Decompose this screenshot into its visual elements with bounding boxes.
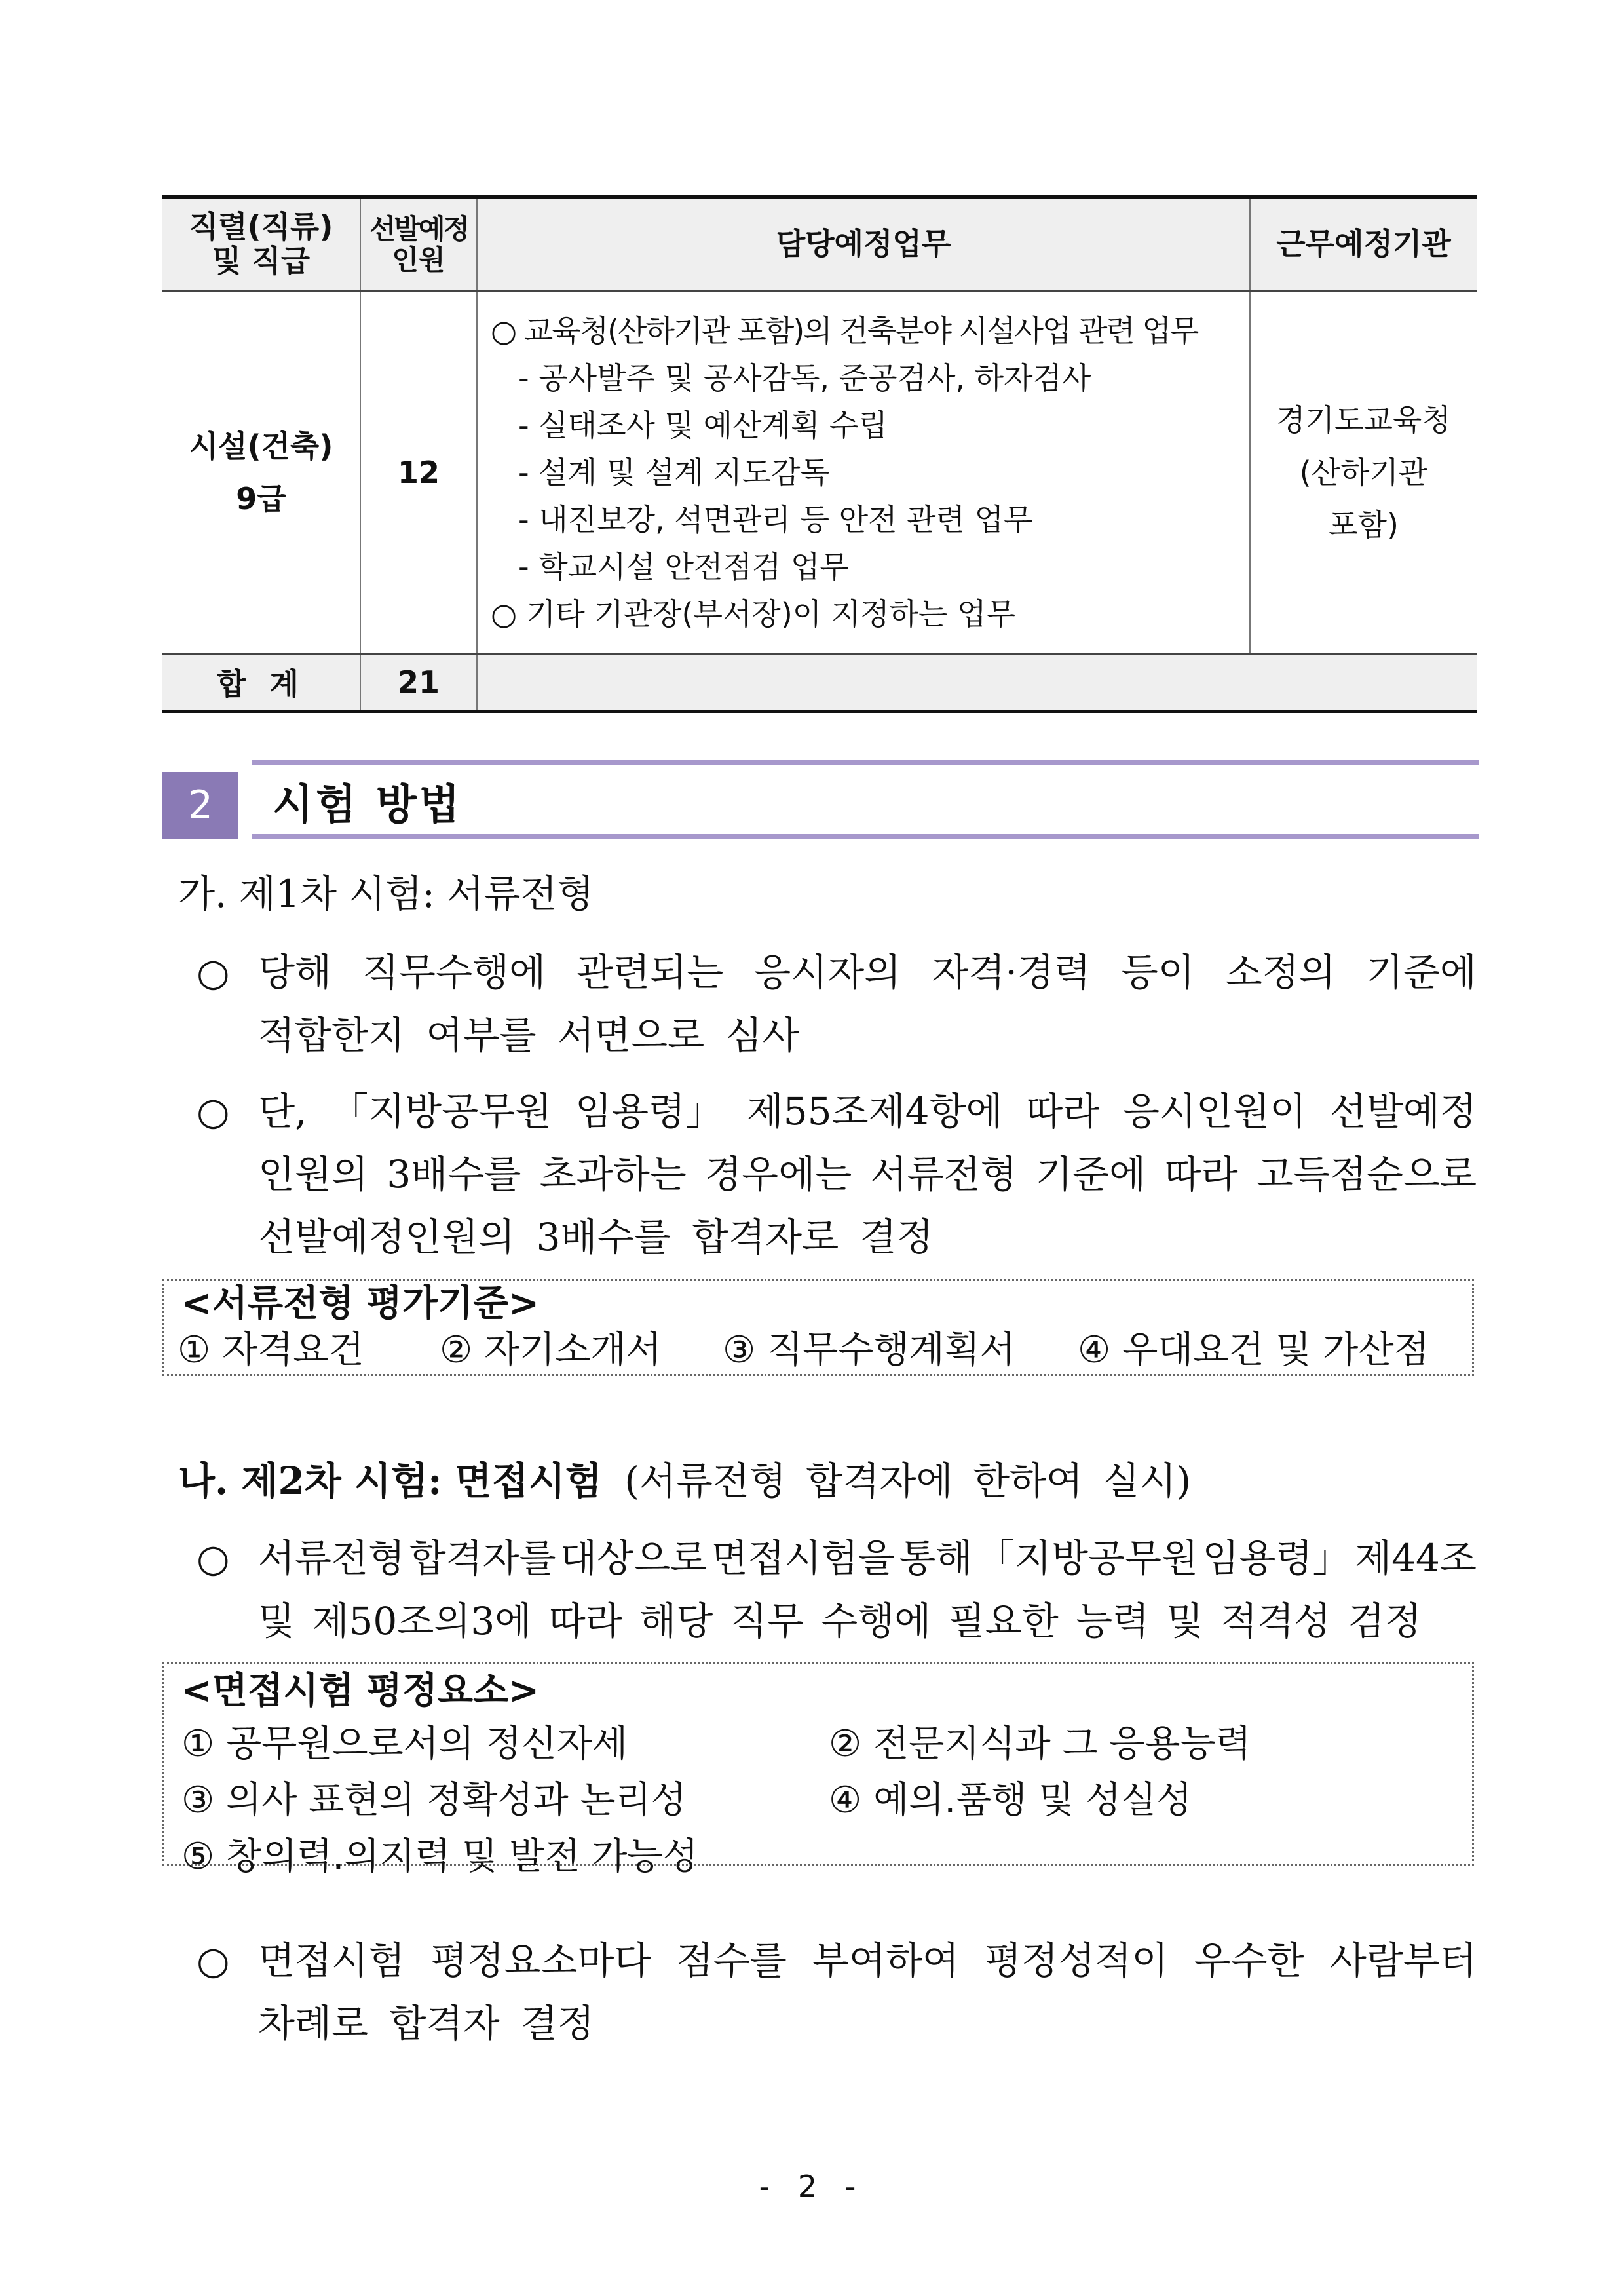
word: 단, (258, 1089, 307, 1134)
criteria-label: 자격요건 (222, 1329, 364, 1371)
factor-item (829, 1716, 1251, 1772)
factors-box-title: <면접시험 평정요소> (181, 1670, 540, 1712)
word: 응시인원이 (1122, 1089, 1307, 1134)
second-exam-bullet-2 (162, 1929, 1477, 2055)
factor-label: 공무원으로서의 정신자세 (226, 1723, 628, 1765)
criteria-list (164, 1327, 1472, 1374)
word: 면접시험 (258, 1938, 406, 1983)
criteria-item (440, 1327, 662, 1374)
criteria-label: 직무수행계획서 (767, 1329, 1015, 1371)
factors-row (164, 1772, 1472, 1829)
cell-rank (162, 292, 360, 654)
header-organization: 근무예정기관 (1250, 197, 1477, 292)
factor-label: 창의력.의지력 및 발전 가능성 (226, 1835, 698, 1878)
word: 응시자의 (754, 950, 901, 995)
word: 부여하여 (812, 1938, 960, 1983)
word: 대상으로 (560, 1536, 708, 1580)
word: 점수를 (676, 1938, 787, 1983)
paragraph-line (162, 1143, 1477, 1206)
word: 자격·경력 (932, 950, 1091, 995)
paragraph-line (162, 1080, 1477, 1143)
table-total-row (162, 654, 1477, 712)
word: 고득점순으로 (1256, 1152, 1477, 1196)
word: 선발예정 (1329, 1089, 1477, 1134)
word: 면접시험을 (711, 1536, 895, 1580)
factor-item (181, 1772, 687, 1829)
second-exam-heading-note: (서류전형 합격자에 한하여 실시) (624, 1459, 1192, 1503)
factor-num: ⑤ (181, 1835, 215, 1878)
duty-line: ○ 기타 기관장(부서장)이 지정하는 업무 (491, 596, 1016, 632)
page-number: - 2 - (759, 2169, 865, 2204)
duty-line: - 설계 및 설계 지도감독 (518, 455, 830, 490)
section-rule-top (252, 760, 1479, 765)
header-duties: 담당예정업무 (477, 197, 1250, 292)
factor-num: ③ (181, 1779, 215, 1822)
header-count-line: 선발예정 (369, 212, 468, 245)
criteria-num: ④ (1078, 1329, 1111, 1371)
word: 서류전형 (870, 1152, 1017, 1196)
second-exam-bullet-1 (162, 1527, 1477, 1653)
criteria-label: 자기소개서 (484, 1329, 662, 1371)
first-exam-heading: 가. 제1차 시험: 서류전형 (178, 871, 594, 916)
factors-row (164, 1716, 1472, 1772)
word: 임용령」 (1202, 1536, 1351, 1580)
word: 임용령」 (575, 1089, 724, 1134)
criteria-item (723, 1327, 1015, 1374)
rank-line: 9급 (236, 481, 286, 516)
table-row (162, 292, 1477, 654)
section-heading (162, 760, 1479, 839)
word: 통해 (899, 1536, 973, 1580)
duty-line: - 공사발주 및 공사감독, 준공검사, 하자검사 (518, 360, 1091, 396)
first-exam-bullet-2 (162, 1080, 1477, 1269)
word: 소정의 (1225, 950, 1336, 995)
header-rank (162, 197, 360, 292)
paragraph-line: 및 제50조의3에 따라 해당 직무 수행에 필요한 능력 및 적격성 검정 (258, 1599, 1422, 1643)
word: 경우에는 (705, 1152, 852, 1196)
factor-label: 전문지식과 그 응용능력 (873, 1723, 1251, 1765)
criteria-num: ③ (723, 1329, 756, 1371)
word: 직무수행에 (362, 950, 546, 995)
cell-duties (477, 292, 1250, 654)
word: 기준에 (1366, 950, 1477, 995)
paragraph-line (162, 1527, 1477, 1590)
first-exam-bullet-1 (162, 941, 1477, 1067)
cell-organization (1250, 292, 1477, 654)
table-header-row (162, 197, 1477, 292)
total-label: 합 계 (162, 654, 360, 712)
factor-num: ④ (829, 1779, 862, 1822)
word: 제44조 (1355, 1536, 1477, 1580)
word: 「지방공무원 (976, 1536, 1199, 1580)
paragraph-line (162, 1929, 1477, 1992)
header-count (360, 197, 477, 292)
total-count: 21 (360, 654, 477, 712)
header-count-line: 인원 (392, 244, 445, 276)
bullet-mark: ○ (197, 1089, 230, 1134)
header-rank-line: 및 직급 (212, 243, 311, 278)
word: 당해 (258, 950, 332, 995)
factors-box (162, 1662, 1474, 1878)
bullet-mark: ○ (197, 1938, 230, 1983)
word: 따라 (1026, 1089, 1100, 1134)
criteria-box-title: <서류전형 평가기준> (181, 1282, 540, 1325)
factor-item (829, 1772, 1192, 1829)
factor-num: ① (181, 1723, 215, 1765)
duty-line: - 실태조사 및 예산계획 수립 (518, 408, 888, 443)
bullet-mark: ○ (197, 1536, 230, 1580)
paragraph-line (162, 941, 1477, 1004)
criteria-item (1078, 1327, 1429, 1374)
factor-label: 예의.품행 및 성실성 (873, 1779, 1192, 1822)
factor-item (181, 1829, 698, 1885)
word: 합격자를 (409, 1536, 556, 1580)
total-empty (477, 654, 1477, 712)
word: 제55조제4항에 (746, 1089, 1003, 1134)
paragraph-line: 차례로 합격자 결정 (258, 2001, 595, 2046)
duty-table (162, 195, 1477, 713)
duty-line: - 학교시설 안전점검 업무 (518, 549, 849, 584)
org-line: 포함) (1329, 507, 1399, 543)
criteria-num: ② (440, 1329, 473, 1371)
paragraph-line: 선발예정인원의 3배수를 합격자로 결정 (258, 1215, 934, 1259)
duty-line: ○ 교육청(산하기관 포함)의 건축분야 시설사업 관련 업무 (491, 313, 1198, 349)
criteria-label: 우대요건 및 가산점 (1122, 1329, 1429, 1371)
word: 관련되는 (576, 950, 724, 995)
factors-row (164, 1829, 1472, 1885)
word: 인원의 (258, 1152, 369, 1196)
criteria-box (162, 1279, 1474, 1376)
section-rule-bottom (252, 834, 1479, 839)
criteria-item (178, 1327, 364, 1374)
second-exam-heading (178, 1449, 1191, 1512)
factor-item (181, 1716, 628, 1772)
word: 우수한 (1194, 1938, 1304, 1983)
factor-label: 의사 표현의 정확성과 논리성 (226, 1779, 687, 1822)
word: 기준에 (1036, 1152, 1146, 1196)
word: 평정성적이 (985, 1938, 1169, 1983)
word: 초과하는 (539, 1152, 687, 1196)
word: 서류전형 (258, 1536, 406, 1580)
word: 따라 (1164, 1152, 1238, 1196)
bullet-mark: ○ (197, 950, 230, 995)
second-exam-heading-main: 나. 제2차 시험: 면접시험 (178, 1459, 602, 1503)
word: 「지방공무원 (330, 1089, 552, 1134)
org-line: 경기도교육청 (1276, 402, 1451, 438)
duty-line: - 내진보강, 석면관리 등 안전 관련 업무 (518, 502, 1033, 537)
word: 사람부터 (1329, 1938, 1477, 1983)
paragraph-line: 적합한지 여부를 서면으로 심사 (258, 1013, 799, 1058)
section-title: 시험 방법 (273, 781, 463, 830)
rank-line: 시설(건축) (189, 429, 333, 464)
section-number: 2 (162, 772, 238, 839)
org-line: (산하기관 (1299, 455, 1428, 490)
word: 3배수를 (387, 1152, 521, 1196)
word: 등이 (1121, 950, 1195, 995)
factor-num: ② (829, 1723, 862, 1765)
cell-count: 12 (360, 292, 477, 654)
word: 평정요소마다 (430, 1938, 651, 1983)
header-rank-line: 직렬(직류) (189, 209, 333, 245)
criteria-num: ① (178, 1329, 211, 1371)
